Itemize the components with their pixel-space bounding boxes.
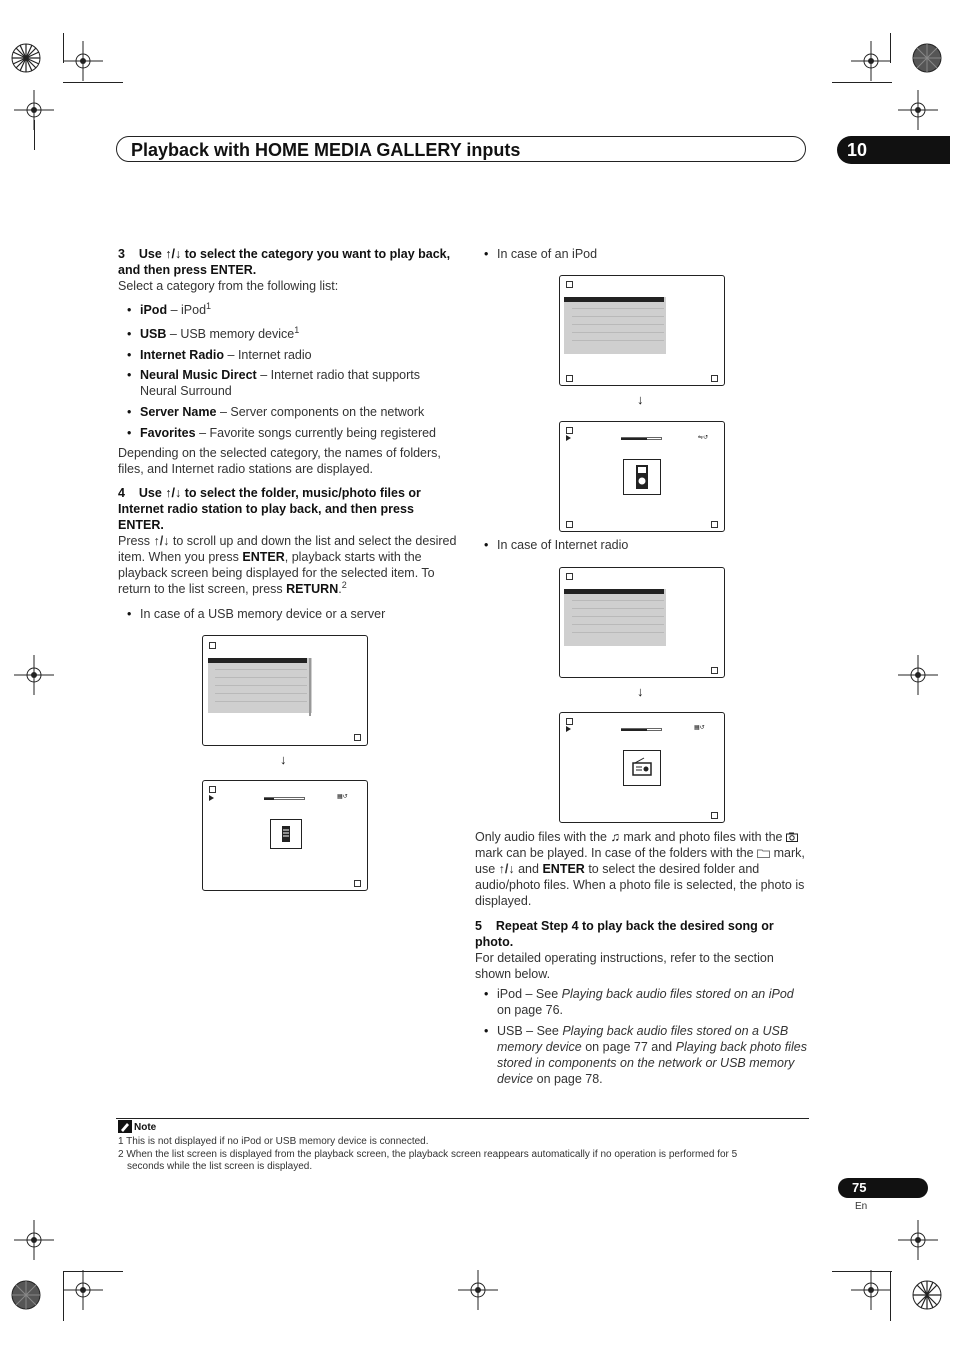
- return-icon: [354, 734, 361, 741]
- registration-mark-icon: [907, 38, 947, 78]
- return-icon: [711, 375, 718, 382]
- chapter-number: 10: [847, 140, 868, 160]
- return-icon: [711, 521, 718, 528]
- input-icon: [566, 573, 573, 580]
- list-item: • Internet Radio – Internet radio: [140, 347, 460, 363]
- down-arrow-icon: ↓: [637, 392, 644, 407]
- crosshair-icon: [63, 1270, 103, 1310]
- list-item: • Neural Music Direct – Internet radio that supports Neural Surround: [140, 367, 460, 399]
- step-3-heading: 3 Use ↑/↓ to select the category you want to play back, and then press ENTER.: [118, 247, 451, 277]
- step-number: 5: [475, 919, 482, 933]
- cross-reference-link: Playing back photo files stored in components on the network or USB memory device: [497, 1040, 807, 1086]
- step-5-heading: 5 Repeat Step 4 to play back the desired song or photo.: [475, 919, 774, 949]
- ipod-list-screen: [559, 275, 725, 386]
- scrollbar: [309, 658, 311, 716]
- up-down-arrow-icon: ↑/↓: [165, 247, 182, 261]
- album-art: [623, 459, 661, 495]
- ipod-playback-screen: [559, 421, 725, 532]
- input-icon: [566, 281, 573, 288]
- crosshair-icon: [63, 41, 103, 81]
- page-title: Playback with HOME MEDIA GALLERY inputs: [131, 140, 521, 160]
- step-number: 4: [118, 486, 125, 500]
- note-divider: [116, 1118, 809, 1119]
- play-icon: [566, 726, 571, 732]
- step-4-heading: 4 Use ↑/↓ to select the folder, music/photo files or Internet radio station to play back, and then press ENTER.: [118, 486, 421, 532]
- repeat-icon: ▦↺: [337, 794, 348, 800]
- ipod-icon: [624, 460, 660, 494]
- crosshair-icon: [14, 655, 54, 695]
- crosshair-icon: [851, 1270, 891, 1310]
- step-4-body: Press ↑/↓ to scroll up and down the list and select the desired item. When you press ENTER, playback starts with the playback screen being displayed for the selected item. To return to the list screen, press RETURN.$^2$: [118, 534, 457, 596]
- input-icon: [566, 427, 573, 434]
- registration-mark-icon: [907, 1275, 947, 1315]
- down-arrow-icon: ↓: [637, 684, 644, 699]
- audio-photo-paragraph: Only audio files with the ♫ mark and photo files with the mark can be played. In case of the folders with the mark, use ↑/↓ and ENTER to select the desired folder and audio/photo files. When a photo file is selected, the photo is displayed.: [475, 830, 805, 908]
- input-icon: [566, 718, 573, 725]
- note-label: Note: [134, 1122, 157, 1133]
- usb-list-screen: [202, 635, 368, 746]
- folder-icon: [757, 848, 770, 858]
- list-item: • Favorites – Favorite songs currently being registered: [140, 425, 460, 441]
- chapter-badge: [837, 136, 950, 164]
- up-down-arrow-icon: ↑/↓: [498, 862, 515, 876]
- input-icon: [209, 642, 216, 649]
- down-arrow-icon: ↓: [280, 752, 287, 767]
- crosshair-icon: [898, 90, 938, 130]
- reference-usb: • USB – See Playing back audio files stored on a USB memory device on page 77 and Playing back photo files stored in components on the network or USB memory device on page 78.: [497, 1023, 807, 1087]
- crosshair-icon: [898, 655, 938, 695]
- registration-mark-icon: [6, 1275, 46, 1315]
- cross-reference-link: Playing back audio files stored on a USB memory device: [497, 1024, 789, 1054]
- list-item: • iPod – iPod$^1$: [140, 302, 460, 318]
- crosshair-icon: [898, 1220, 938, 1260]
- album-art: [270, 819, 302, 849]
- case-radio-label: • In case of Internet radio: [497, 537, 797, 553]
- camera-icon: [786, 832, 798, 842]
- footnote-2-cont: seconds while the list screen is displayed.: [127, 1161, 313, 1172]
- crosshair-icon: [14, 1220, 54, 1260]
- footnote-1: 1 This is not displayed if no iPod or USB memory device is connected.: [118, 1136, 429, 1147]
- radio-list-screen: [559, 567, 725, 678]
- input-icon: [209, 786, 216, 793]
- selected-row: [208, 658, 307, 663]
- radio-icon: [624, 751, 660, 785]
- usb-playback-screen: [202, 780, 368, 891]
- crosshair-icon: [851, 41, 891, 81]
- footnote-2: 2 When the list screen is displayed from the playback screen, the playback screen reappears automatically if no operation is performed for 5: [118, 1149, 738, 1160]
- up-down-arrow-icon: ↑/↓: [165, 486, 182, 500]
- case-ipod-label: • In case of an iPod: [497, 246, 797, 262]
- home-icon: [566, 375, 573, 382]
- up-down-arrow-icon: ↑/↓: [153, 534, 170, 548]
- crosshair-icon: [458, 1270, 498, 1310]
- page-number: 75: [852, 1180, 867, 1195]
- return-icon: [711, 667, 718, 674]
- list-item: • Server Name – Server components on the network: [140, 404, 460, 420]
- reference-ipod: • iPod – See Playing back audio files stored on an iPod on page 76.: [497, 986, 807, 1018]
- album-art: [623, 750, 661, 786]
- shuffle-icon: ⇋↺: [698, 435, 709, 441]
- music-note-icon: ♫: [610, 830, 620, 844]
- return-icon: [354, 880, 361, 887]
- play-icon: [209, 795, 214, 801]
- step-number: 3: [118, 247, 125, 261]
- step-3-intro: Select a category from the following list:: [118, 279, 339, 293]
- language-code: En: [855, 1201, 868, 1212]
- registration-mark-icon: [6, 38, 46, 78]
- repeat-icon: ▦↺: [694, 725, 705, 731]
- cross-reference-link: Playing back audio files stored on an iPod: [561, 987, 794, 1001]
- server-icon: [271, 820, 301, 848]
- list-item: • USB – USB memory device$^1$: [140, 326, 460, 342]
- return-icon: [711, 812, 718, 819]
- case-usb-label: • In case of a USB memory device or a server: [140, 606, 460, 622]
- play-icon: [566, 435, 571, 441]
- step-3-after: Depending on the selected category, the names of folders, files, and Internet radio stations are displayed.: [118, 446, 441, 476]
- step-5-intro: For detailed operating instructions, refer to the section shown below.: [475, 951, 774, 981]
- page-number-badge: [838, 1178, 928, 1198]
- page-header: [116, 136, 806, 162]
- note-pencil-icon: [118, 1120, 132, 1133]
- home-icon: [566, 521, 573, 528]
- radio-playback-screen: [559, 712, 725, 823]
